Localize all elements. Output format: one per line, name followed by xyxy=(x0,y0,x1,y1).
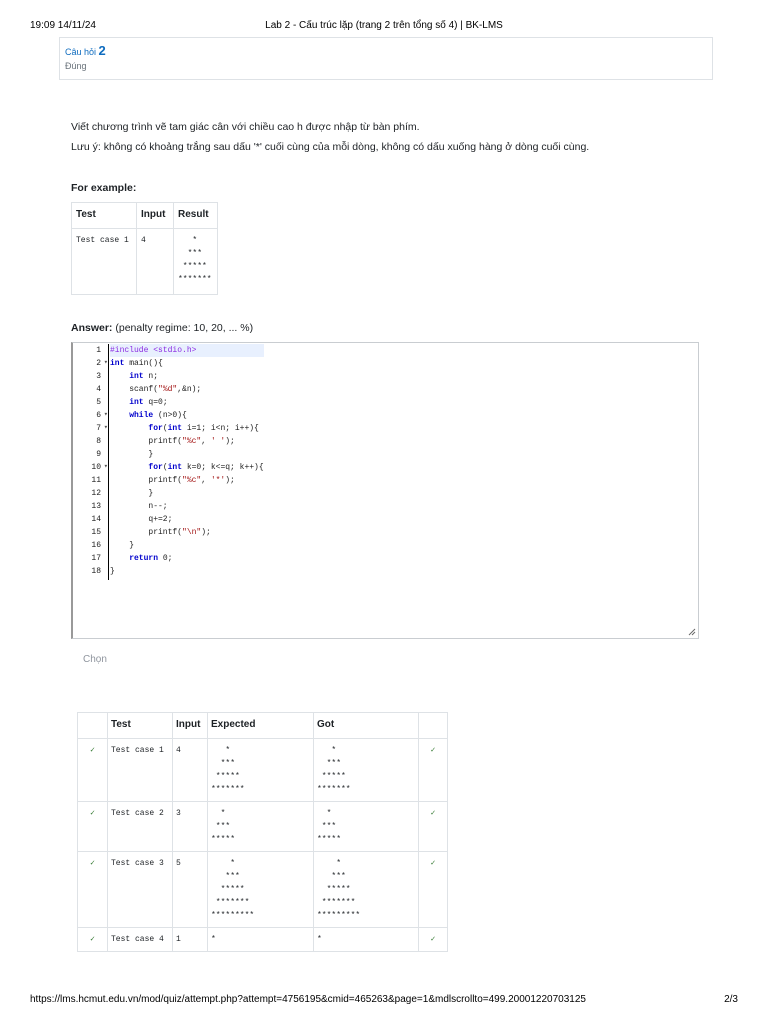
check-icon: ✓ xyxy=(419,802,448,852)
results-header-got: Got xyxy=(314,713,419,739)
line-number: 18 xyxy=(91,567,101,576)
line-number: 17 xyxy=(91,554,101,563)
answer-label xyxy=(71,322,253,334)
code-line[interactable]: int main(){ xyxy=(110,359,163,368)
result-expected-cell: * xyxy=(208,928,314,952)
code-line[interactable]: } xyxy=(110,450,154,459)
example-header-input: Input xyxy=(137,203,174,229)
line-number: 7 ▾ xyxy=(73,422,107,435)
results-header-input: Input xyxy=(173,713,208,739)
code-line[interactable]: while (n>0){ xyxy=(129,411,187,420)
check-icon: ✓ xyxy=(78,852,108,928)
question-label: Câu hỏi xyxy=(65,47,97,57)
code-line[interactable]: for(int k=0; k<=q; k++){ xyxy=(148,463,264,472)
check-icon: ✓ xyxy=(78,739,108,802)
example-header-result: Result xyxy=(174,203,218,229)
code-line[interactable]: int n; xyxy=(129,372,159,381)
result-input-cell: 4 xyxy=(173,739,208,802)
result-input-cell: 1 xyxy=(173,928,208,952)
results-header-status xyxy=(78,713,108,739)
example-header-test: Test xyxy=(72,203,137,229)
results-header-row xyxy=(78,713,448,739)
line-number: 9 xyxy=(96,450,101,459)
example-result-cell: * *** ***** ******* xyxy=(174,229,218,295)
check-icon: ✓ xyxy=(419,928,448,952)
example-row xyxy=(72,229,218,295)
check-icon: ✓ xyxy=(78,802,108,852)
result-test-cell: Test case 2 xyxy=(108,802,173,852)
results-row xyxy=(78,739,448,802)
print-page-title: Lab 2 - Cấu trúc lặp (trang 2 trên tổng số 4) | BK-LMS xyxy=(265,20,503,31)
results-header-test: Test xyxy=(108,713,173,739)
line-number: 16 xyxy=(91,541,101,550)
question-text xyxy=(71,117,711,157)
print-url: https://lms.hcmut.edu.vn/mod/quiz/attempt.php?attempt=4756195&cmid=465263&page=1&mdlscrollto=499.20001220703125 xyxy=(30,994,586,1005)
result-test-cell: Test case 4 xyxy=(108,928,173,952)
line-number-gutter xyxy=(73,344,107,578)
code-line[interactable]: q+=2; xyxy=(110,515,173,524)
question-state: Đúng xyxy=(65,61,87,71)
question-text-line-1: Viết chương trình vẽ tam giác cân với chiều cao h được nhập từ bàn phím. xyxy=(71,121,420,133)
example-header-row xyxy=(72,203,218,229)
results-header-mark xyxy=(419,713,448,739)
code-line[interactable]: scanf("%d",&n); xyxy=(110,385,202,394)
code-editor-text-area[interactable] xyxy=(108,344,264,580)
question-info-box xyxy=(59,37,713,80)
result-test-cell: Test case 1 xyxy=(108,739,173,802)
line-number: 11 xyxy=(91,476,101,485)
result-got-cell: * *** ***** ******* xyxy=(314,739,419,802)
print-page-number: 2/3 xyxy=(724,994,738,1005)
line-number: 4 xyxy=(96,385,101,394)
choose-button[interactable]: Chọn xyxy=(83,654,107,665)
question-number-value: 2 xyxy=(98,43,106,58)
line-number: 10 ▾ xyxy=(73,461,107,474)
code-editor[interactable] xyxy=(71,342,699,639)
result-input-cell: 5 xyxy=(173,852,208,928)
code-line[interactable]: printf("%c", ' '); xyxy=(110,437,235,446)
code-line[interactable]: #include <stdio.h> xyxy=(110,344,264,357)
results-row xyxy=(78,802,448,852)
line-number: 2 ▾ xyxy=(73,357,107,370)
code-line[interactable]: printf("\n"); xyxy=(110,528,211,537)
code-line[interactable]: } xyxy=(110,567,115,576)
for-example-title: For example: xyxy=(71,182,137,194)
example-input-cell: 4 xyxy=(137,229,174,295)
result-expected-cell: * *** ***** xyxy=(208,802,314,852)
results-header-expected: Expected xyxy=(208,713,314,739)
resize-handle-icon[interactable] xyxy=(688,628,696,636)
result-expected-cell: * *** ***** ******* ********* xyxy=(208,852,314,928)
results-row xyxy=(78,852,448,928)
line-number: 12 xyxy=(91,489,101,498)
results-table xyxy=(77,712,448,952)
result-input-cell: 3 xyxy=(173,802,208,852)
answer-label-text: Answer: xyxy=(71,322,113,334)
result-got-cell: * xyxy=(314,928,419,952)
code-line[interactable]: } xyxy=(110,541,135,550)
line-number: 14 xyxy=(91,515,101,524)
check-icon: ✓ xyxy=(419,852,448,928)
code-line[interactable]: n--; xyxy=(110,502,168,511)
line-number: 3 xyxy=(96,372,101,381)
print-header xyxy=(30,20,738,34)
check-icon: ✓ xyxy=(419,739,448,802)
result-got-cell: * *** ***** xyxy=(314,802,419,852)
example-table xyxy=(71,202,218,295)
code-line[interactable]: printf("%c", '*'); xyxy=(110,476,235,485)
print-timestamp: 19:09 14/11/24 xyxy=(30,20,96,31)
code-line[interactable]: } xyxy=(110,489,154,498)
print-footer xyxy=(30,994,738,1008)
example-test-cell: Test case 1 xyxy=(72,229,137,295)
line-number: 5 xyxy=(96,398,101,407)
code-line[interactable]: int q=0; xyxy=(129,398,168,407)
penalty-regime: (penalty regime: 10, 20, ... %) xyxy=(115,322,254,334)
question-text-line-2: Lưu ý: không có khoảng trắng sau dấu '*' cuối cùng của mỗi dòng, không có dấu xuống hàng ở dòng cuối cùng. xyxy=(71,141,590,153)
result-got-cell: * *** ***** ******* ********* xyxy=(314,852,419,928)
line-number: 15 xyxy=(91,528,101,537)
question-number xyxy=(65,43,707,58)
result-test-cell: Test case 3 xyxy=(108,852,173,928)
line-number: 1 xyxy=(96,346,101,355)
results-row xyxy=(78,928,448,952)
line-number: 8 xyxy=(96,437,101,446)
code-line[interactable]: for(int i=1; i<n; i++){ xyxy=(148,424,259,433)
code-line[interactable]: return 0; xyxy=(129,554,173,563)
line-number: 6 ▾ xyxy=(73,409,107,422)
check-icon: ✓ xyxy=(78,928,108,952)
line-number: 13 xyxy=(91,502,101,511)
result-expected-cell: * *** ***** ******* xyxy=(208,739,314,802)
